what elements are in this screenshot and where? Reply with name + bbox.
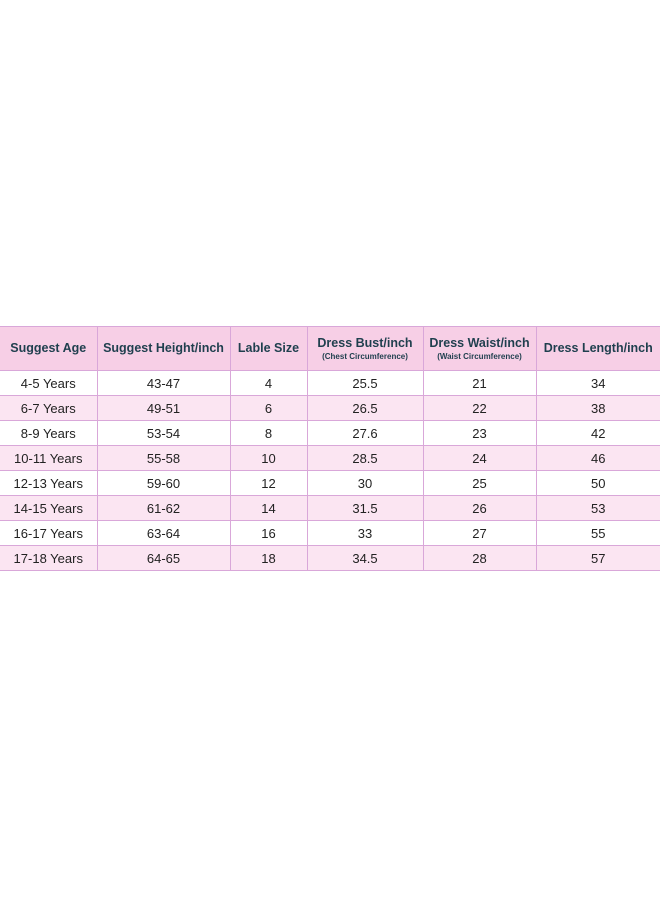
header-suggest-age <box>0 327 97 371</box>
header-dress-bust <box>307 327 423 371</box>
table-row <box>0 496 660 521</box>
cell-age: 17-18 Years <box>0 546 97 571</box>
cell-height: 63-64 <box>97 521 230 546</box>
table-row <box>0 521 660 546</box>
cell-length: 55 <box>536 521 660 546</box>
cell-age: 8-9 Years <box>0 421 97 446</box>
cell-height: 55-58 <box>97 446 230 471</box>
header-label: Suggest Height/inch <box>103 341 224 356</box>
header-suggest-height <box>97 327 230 371</box>
cell-label-size: 8 <box>230 421 307 446</box>
cell-height: 61-62 <box>97 496 230 521</box>
cell-length: 46 <box>536 446 660 471</box>
cell-length: 42 <box>536 421 660 446</box>
header-label: Dress Waist/inch <box>429 335 530 350</box>
cell-label-size: 16 <box>230 521 307 546</box>
cell-length: 38 <box>536 396 660 421</box>
header-label: Dress Length/inch <box>543 341 653 356</box>
cell-length: 34 <box>536 371 660 396</box>
header-label: Suggest Age <box>10 341 87 356</box>
cell-label-size: 4 <box>230 371 307 396</box>
cell-label-size: 18 <box>230 546 307 571</box>
header-row <box>0 327 660 371</box>
cell-age: 12-13 Years <box>0 471 97 496</box>
header-label: Lable Size <box>237 341 300 356</box>
cell-label-size: 14 <box>230 496 307 521</box>
cell-height: 64-65 <box>97 546 230 571</box>
cell-label-size: 12 <box>230 471 307 496</box>
cell-waist: 21 <box>423 371 536 396</box>
cell-label-size: 10 <box>230 446 307 471</box>
cell-bust: 25.5 <box>307 371 423 396</box>
cell-bust: 33 <box>307 521 423 546</box>
cell-age: 16-17 Years <box>0 521 97 546</box>
table-row <box>0 446 660 471</box>
cell-height: 49-51 <box>97 396 230 421</box>
table-row <box>0 546 660 571</box>
cell-bust: 28.5 <box>307 446 423 471</box>
cell-age: 6-7 Years <box>0 396 97 421</box>
cell-label-size: 6 <box>230 396 307 421</box>
header-dress-waist <box>423 327 536 371</box>
cell-waist: 23 <box>423 421 536 446</box>
table-row <box>0 471 660 496</box>
cell-waist: 27 <box>423 521 536 546</box>
cell-age: 4-5 Years <box>0 371 97 396</box>
cell-bust: 26.5 <box>307 396 423 421</box>
size-chart-table <box>0 326 660 571</box>
header-sublabel: (Chest Circumference) <box>322 352 408 362</box>
cell-bust: 31.5 <box>307 496 423 521</box>
cell-waist: 22 <box>423 396 536 421</box>
header-label-size <box>230 327 307 371</box>
cell-waist: 28 <box>423 546 536 571</box>
cell-bust: 34.5 <box>307 546 423 571</box>
table-row <box>0 396 660 421</box>
table-row <box>0 371 660 396</box>
cell-height: 59-60 <box>97 471 230 496</box>
header-dress-length <box>536 327 660 371</box>
table-row <box>0 421 660 446</box>
header-label: Dress Bust/inch <box>317 335 413 350</box>
cell-height: 43-47 <box>97 371 230 396</box>
cell-waist: 26 <box>423 496 536 521</box>
cell-waist: 24 <box>423 446 536 471</box>
cell-length: 50 <box>536 471 660 496</box>
cell-bust: 27.6 <box>307 421 423 446</box>
cell-height: 53-54 <box>97 421 230 446</box>
cell-age: 14-15 Years <box>0 496 97 521</box>
cell-length: 53 <box>536 496 660 521</box>
header-sublabel: (Waist Circumference) <box>437 352 522 362</box>
cell-waist: 25 <box>423 471 536 496</box>
cell-age: 10-11 Years <box>0 446 97 471</box>
cell-bust: 30 <box>307 471 423 496</box>
cell-length: 57 <box>536 546 660 571</box>
